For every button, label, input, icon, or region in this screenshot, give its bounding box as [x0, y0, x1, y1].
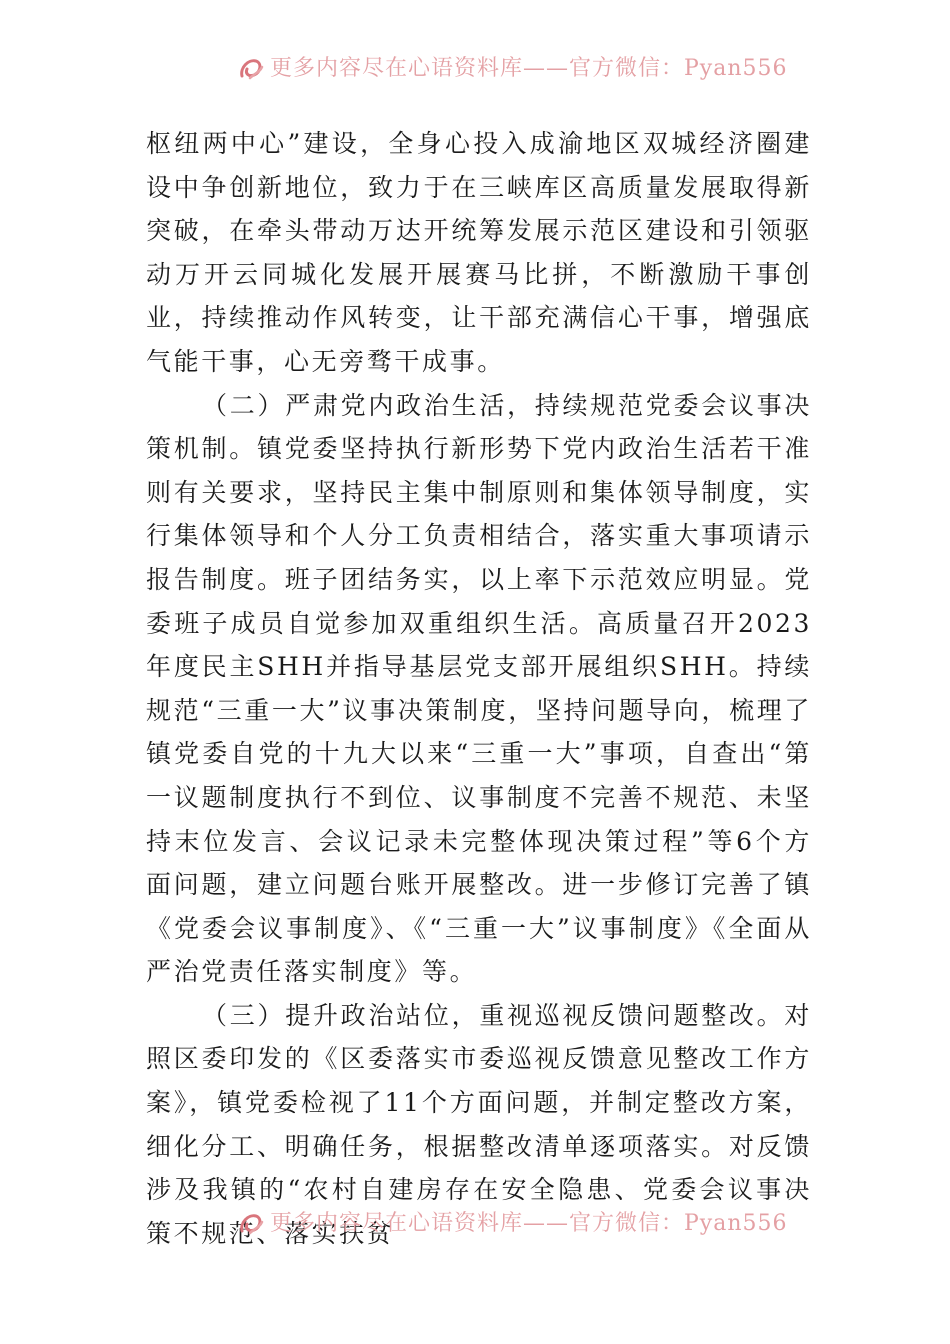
paragraph-section-three: （三）提升政治站位，重视巡视反馈问题整改。对照区委印发的《区委落实市委巡视反馈意见整改工作方案》，镇党委检视了11个方面问题，并制定整改方案，细化分工、明确任务，根据整改清单逐项落实。对反馈涉及我镇的“农村自建房存在安全隐患、党委会议事决策不规范、落实扶贫	[146, 1000, 812, 1248]
paragraph-continuation: 枢纽两中心”建设，全身心投入成渝地区双城经济圈建设中争创新地位，致力于在三峡库区高质量发展取得新突破，在牵头带动万达开统筹发展示范区建设和引领驱动万开云同城化发展开展赛马比拼，不断激励干事创业，持续推动作风转变，让干部充满信心干事，增强底气能干事，心无旁骛干成事。	[146, 129, 812, 376]
watermark-content	[238, 1211, 788, 1237]
watermark-content	[238, 56, 788, 82]
watermark-footer	[0, 1207, 950, 1241]
document-body	[146, 122, 812, 1255]
paragraph-section-two: （二）严肃党内政治生活，持续规范党委会议事决策机制。镇党委坚持执行新形势下党内政治生活若干准则有关要求，坚持民主集中制原则和集体领导制度，实行集体领导和个人分工负责相结合，落实重大事项请示报告制度。班子团结务实，以上率下示范效应明显。党委班子成员自觉参加双重组织生活。高质量召开2023年度民主SHH并指导基层党支部开展组织SHH。持续规范“三重一大”议事决策制度，坚持问题导向，梳理了镇党委自党的十九大以来“三重一大”事项，自查出“第一议题制度执行不到位、议事制度不完善不规范、未坚持末位发言、会议记录未完整体现决策过程”等6个方面问题，建立问题台账开展整改。进一步修订完善了镇《党委会议事制度》、《“三重一大”议事制度》《全面从严治党责任落实制度》等。	[146, 390, 812, 987]
watermark-text: 更多内容尽在心语资料库——官方微信：Pyan556	[270, 56, 788, 81]
watermark-logo-icon	[238, 1211, 264, 1237]
watermark-text: 更多内容尽在心语资料库——官方微信：Pyan556	[270, 1211, 788, 1236]
watermark-header	[0, 52, 950, 86]
watermark-logo-icon	[238, 56, 264, 82]
